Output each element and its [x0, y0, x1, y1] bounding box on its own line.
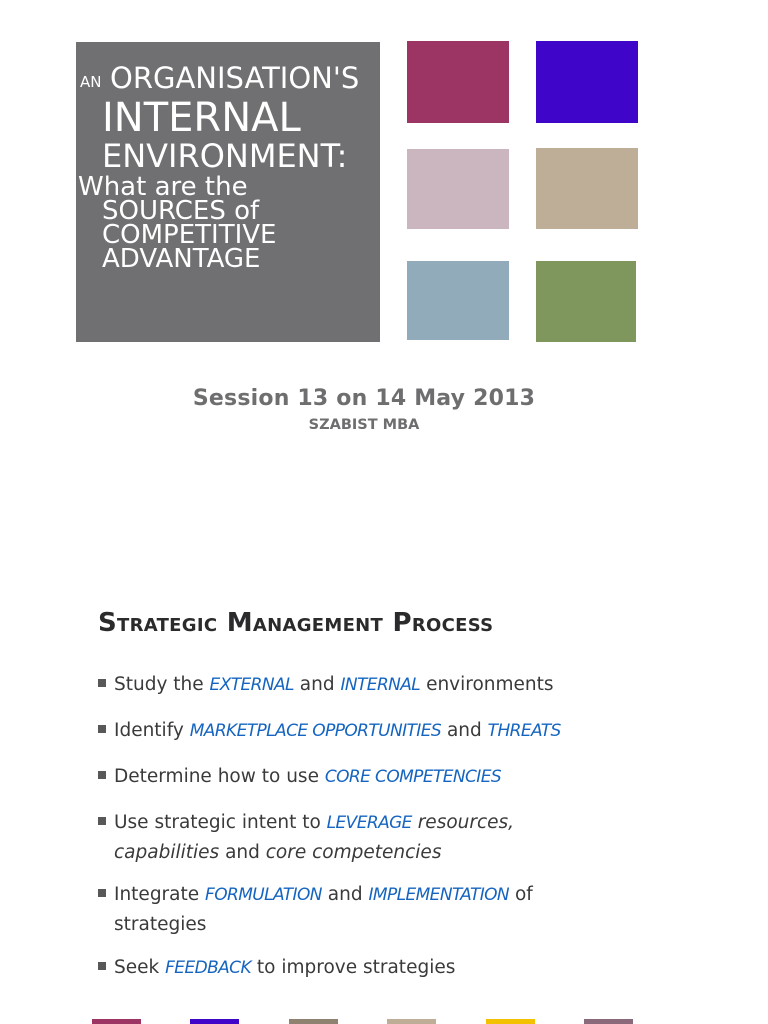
- bullet-item: [98, 953, 658, 983]
- keyword-threats: THREATS: [487, 721, 561, 741]
- bullet-text: and: [327, 884, 363, 905]
- bullet-text-italic: core competencies: [265, 842, 442, 863]
- bullet-text: Study the: [114, 674, 204, 695]
- color-swatch: [536, 261, 636, 342]
- bullet-square-icon: [98, 679, 106, 687]
- color-swatch: [407, 149, 509, 229]
- bullet-item: [98, 880, 658, 939]
- title-line-competitive: COMPETITIVE: [102, 220, 277, 250]
- color-strip: [387, 1019, 436, 1024]
- title-line-internal: INTERNAL: [102, 95, 301, 141]
- color-strip: [289, 1019, 338, 1024]
- keyword-leverage: LEVERAGE: [326, 813, 412, 833]
- color-swatch: [536, 41, 638, 123]
- keyword-external: EXTERNAL: [209, 675, 294, 695]
- slide-heading: Strategic Management Process: [98, 608, 494, 638]
- bullet-text: and: [299, 674, 335, 695]
- title-line-what-are-the: What are the: [78, 172, 248, 202]
- keyword-opportunities: MARKETPLACE OPPORTUNITIES: [189, 721, 442, 741]
- bullet-text: to improve strategies: [256, 957, 456, 978]
- bullet-item: [98, 670, 658, 700]
- bullet-text: of: [514, 884, 533, 905]
- bullet-text: environments: [426, 674, 554, 695]
- bullet-text-italic: capabilities: [114, 842, 220, 863]
- color-swatch: [407, 261, 509, 340]
- bullet-text: and: [446, 720, 482, 741]
- title-box: [76, 42, 380, 342]
- color-strip: [92, 1019, 141, 1024]
- color-swatch: [536, 148, 638, 229]
- bullet-square-icon: [98, 889, 106, 897]
- bullet-text-italic: resources,: [417, 812, 515, 833]
- color-strip: [486, 1019, 535, 1024]
- color-swatch: [407, 41, 509, 123]
- bullet-text: Seek: [114, 957, 160, 978]
- bullet-text: Integrate: [114, 884, 200, 905]
- bullet-item: [98, 762, 658, 792]
- color-strip: [584, 1019, 633, 1024]
- keyword-core-competencies: CORE COMPETENCIES: [324, 767, 502, 787]
- bullet-square-icon: [98, 771, 106, 779]
- color-strip: [190, 1019, 239, 1024]
- keyword-formulation: FORMULATION: [205, 885, 322, 905]
- title-line-advantage: ADVANTAGE: [102, 244, 261, 274]
- bullet-text: Determine how to use: [114, 766, 319, 787]
- title-line-sources: SOURCES of: [102, 196, 260, 226]
- bullet-square-icon: [98, 817, 106, 825]
- bullet-text: and: [225, 842, 260, 863]
- school-name: SZABIST MBA: [308, 417, 420, 433]
- keyword-internal: INTERNAL: [340, 675, 421, 695]
- session-date: Session 13 on 14 May 2013: [192, 386, 536, 411]
- title-an: AN: [80, 73, 102, 91]
- keyword-implementation: IMPLEMENTATION: [368, 885, 510, 905]
- bullet-item: [98, 716, 658, 746]
- bullet-text: strategies: [114, 914, 207, 935]
- title-line-environment: ENVIRONMENT:: [102, 137, 348, 175]
- bullet-text: Use strategic intent to: [114, 812, 321, 833]
- bullet-square-icon: [98, 725, 106, 733]
- bullet-square-icon: [98, 962, 106, 970]
- keyword-feedback: FEEDBACK: [165, 958, 251, 978]
- bullet-item: [98, 808, 658, 867]
- title-line-organisations: ORGANISATION'S: [110, 61, 360, 95]
- bullet-text: Identify: [114, 720, 184, 741]
